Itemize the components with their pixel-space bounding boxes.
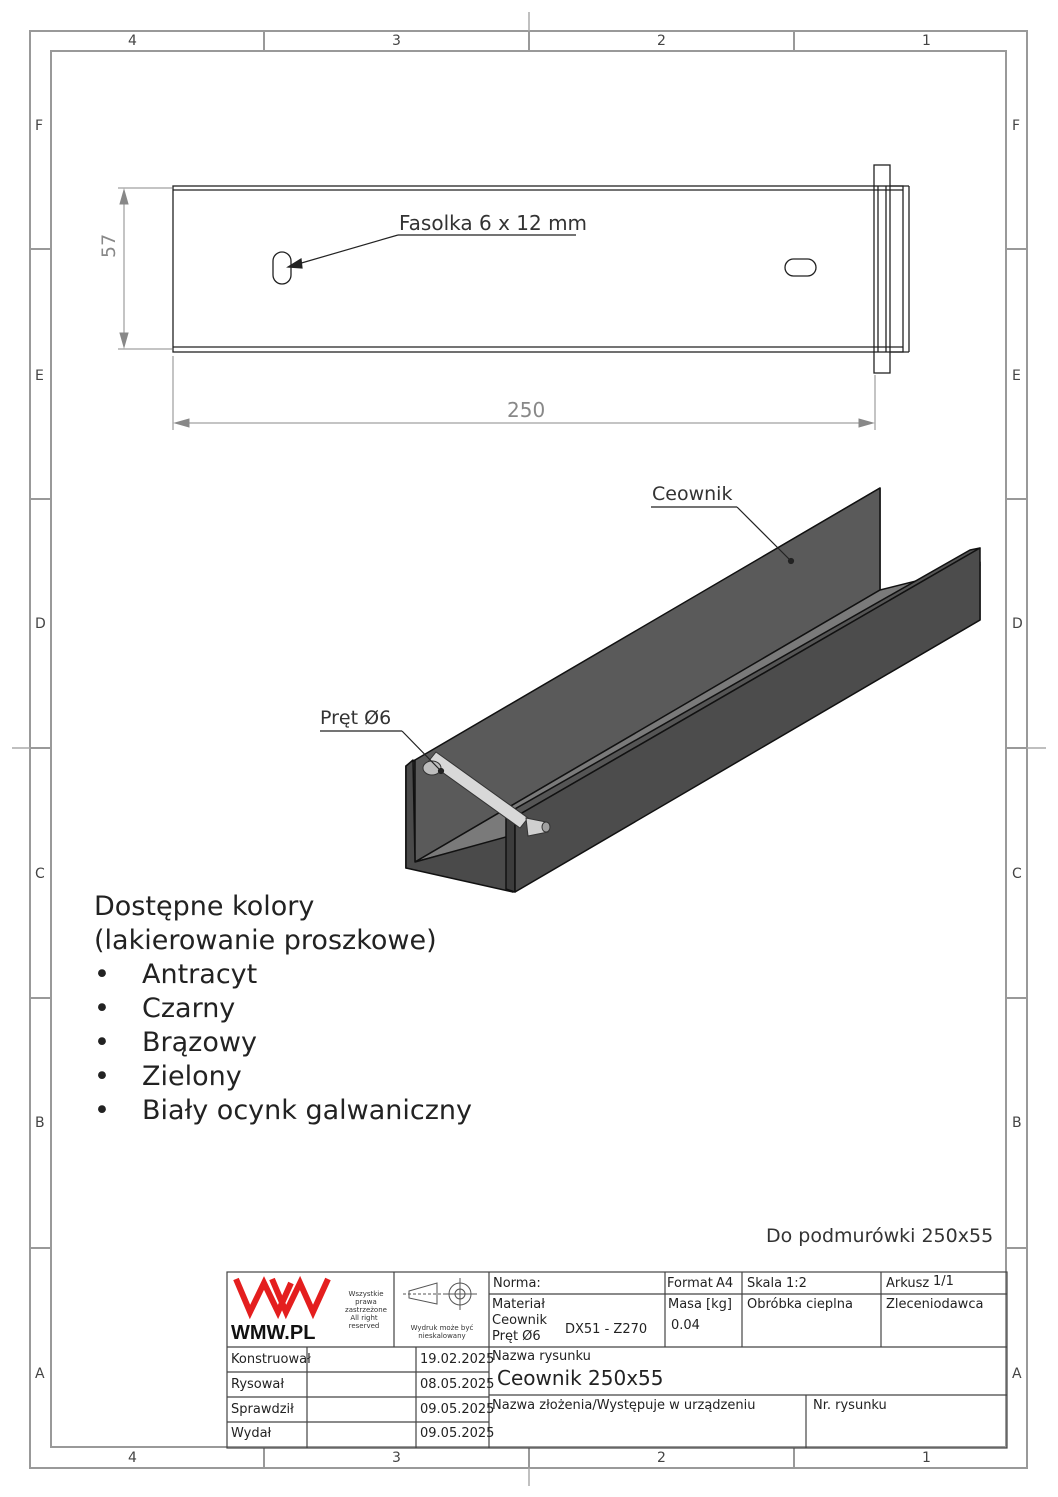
- zone-top-1: 1: [922, 33, 931, 49]
- format-label: Format: [667, 1276, 713, 1291]
- colors-title: Dostępne kolory: [94, 891, 315, 922]
- mass-label: Masa [kg]: [668, 1297, 732, 1312]
- zone-left-b: B: [35, 1115, 45, 1131]
- color-item: • Czarny: [94, 993, 236, 1024]
- scale-value: 1:2: [786, 1276, 807, 1291]
- slot-label: Fasolka 6 x 12 mm: [399, 211, 588, 235]
- sheet-label: Arkusz: [886, 1276, 930, 1291]
- zone-bottom-2: 2: [657, 1450, 666, 1466]
- zone-left-d: D: [35, 616, 46, 632]
- projection-symbol-icon: [403, 1278, 477, 1310]
- drawing-number-label: Nr. rysunku: [813, 1398, 887, 1413]
- mass-value: 0.04: [671, 1318, 700, 1333]
- role-issued: Wydał: [231, 1426, 272, 1441]
- zone-right-e: E: [1012, 368, 1021, 384]
- purpose-note: Do podmurówki 250x55: [766, 1225, 994, 1247]
- material-line2: Pręt Ø6: [492, 1329, 541, 1344]
- wmw-logo-icon: [236, 1279, 328, 1312]
- color-item: • Brązowy: [94, 1027, 257, 1058]
- zone-left-c: C: [35, 866, 45, 882]
- role-designed-date: 19.02.2025: [420, 1352, 495, 1367]
- role-drawn: Rysował: [231, 1377, 285, 1392]
- top-view: [173, 165, 909, 373]
- role-designed: Konstruował: [231, 1352, 311, 1367]
- color-item: • Zielony: [94, 1061, 242, 1092]
- zone-left-f: F: [35, 118, 44, 134]
- zone-right-c: C: [1012, 866, 1022, 882]
- print-note: Wydruk może być nieskalowany: [410, 1324, 474, 1340]
- zone-right-b: B: [1012, 1115, 1022, 1131]
- zone-left-e: E: [35, 368, 44, 384]
- rod-label: Pręt Ø6: [320, 707, 392, 729]
- zone-top-4: 4: [128, 33, 137, 49]
- colors-section: [94, 890, 472, 1128]
- slot-left: [273, 252, 291, 284]
- zone-top-2: 2: [657, 33, 666, 49]
- color-item: • Antracyt: [94, 959, 258, 990]
- zone-right-f: F: [1012, 118, 1021, 134]
- rights-en: All right reserved: [348, 1314, 380, 1330]
- dimension-height: 57: [98, 233, 120, 258]
- scale-label: Skala: [747, 1276, 783, 1291]
- zone-right-d: D: [1012, 616, 1023, 632]
- zone-bottom-4: 4: [128, 1450, 137, 1466]
- isometric-view: [406, 488, 980, 892]
- drawing-name-label: Nazwa rysunku: [492, 1349, 591, 1364]
- role-drawn-date: 08.05.2025: [420, 1377, 495, 1392]
- color-item: • Biały ocynk galwaniczny: [94, 1095, 473, 1126]
- sheet-value: 1/1: [933, 1274, 954, 1289]
- assembly-label: Nazwa złożenia/Występuje w urządzeniu: [492, 1398, 756, 1413]
- zone-bottom-1: 1: [922, 1450, 931, 1466]
- role-checked-date: 09.05.2025: [420, 1402, 495, 1417]
- zone-right-a: A: [1012, 1366, 1022, 1382]
- dimension-length: 250: [507, 398, 546, 422]
- drawing-name: Ceownik 250x55: [497, 1366, 664, 1390]
- channel-label: Ceownik: [652, 483, 733, 505]
- heat-treatment-label: Obróbka cieplna: [747, 1297, 853, 1312]
- role-checked: Sprawdził: [231, 1402, 294, 1417]
- rights-pl: Wszystkie prawa zastrzeżone: [345, 1290, 387, 1314]
- material-line1: Ceownik: [492, 1313, 548, 1328]
- zone-left-a: A: [35, 1366, 45, 1382]
- slot-right: [785, 259, 816, 276]
- logo-text: WMW.PL: [231, 1322, 316, 1344]
- zone-bottom-3: 3: [392, 1450, 401, 1466]
- format-value: A4: [716, 1276, 734, 1291]
- norma-label: Norma:: [493, 1276, 541, 1291]
- colors-subtitle: (lakierowanie proszkowe): [94, 925, 437, 956]
- zone-top-3: 3: [392, 33, 401, 49]
- material-label: Materiał: [492, 1297, 545, 1312]
- client-label: Zleceniodawca: [886, 1297, 984, 1312]
- material-grade: DX51 - Z270: [565, 1322, 648, 1337]
- role-issued-date: 09.05.2025: [420, 1426, 495, 1441]
